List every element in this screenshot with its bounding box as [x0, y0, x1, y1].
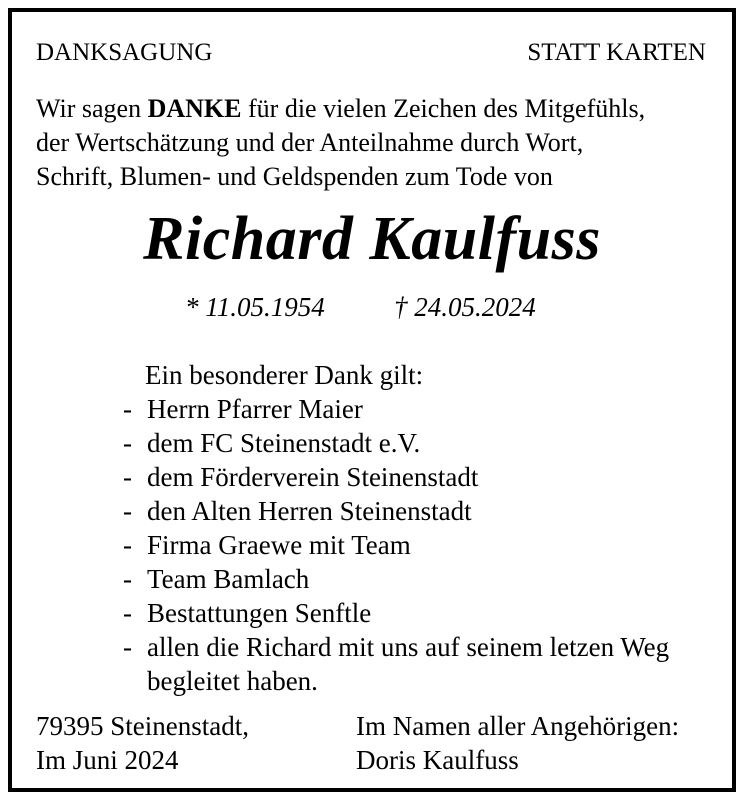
list-item-continuation: begleitet haben. — [147, 666, 318, 696]
list-item: - Firma Graewe mit Team — [123, 530, 411, 560]
obituary-notice — [8, 8, 736, 792]
footer-place-date — [36, 709, 249, 777]
intro-line-1: Wir sagen DANKE für die vielen Zeichen des Mitgefühls, — [36, 94, 646, 123]
footer-signer: Doris Kaulfuss — [356, 745, 519, 775]
intro-line-2: der Wertschätzung und der Anteilnahme durch Wort, — [36, 128, 584, 157]
heading-danksagung: DANKSAGUNG — [36, 39, 213, 66]
intro-danke: DANKE — [147, 94, 242, 123]
list-item: - Team Bamlach — [123, 564, 310, 594]
footer-date: Im Juni 2024 — [36, 745, 179, 775]
birth-date: * 11.05.1954 — [185, 292, 325, 322]
thanks-lead: Ein besonderer Dank gilt: — [145, 360, 424, 390]
intro-line-3: Schrift, Blumen- und Geldspenden zum Tode von — [36, 162, 553, 191]
list-item: - Herrn Pfarrer Maier — [123, 394, 363, 424]
death-date: † 24.05.2024 — [394, 292, 536, 322]
list-item: - dem Förderverein Steinenstadt — [123, 462, 479, 492]
list-item: - den Alten Herren Steinenstadt — [123, 496, 472, 526]
intro-text — [36, 92, 645, 194]
list-item: - dem FC Steinenstadt e.V. — [123, 428, 421, 458]
footer-place: 79395 Steinenstadt, — [36, 711, 249, 741]
deceased-name: Richard Kaulfuss — [143, 205, 601, 273]
thanks-list — [123, 358, 669, 698]
footer-signature — [356, 709, 679, 777]
footer-signoff: Im Namen aller Angehörigen: — [356, 711, 680, 741]
heading-statt-karten: STATT KARTEN — [527, 39, 706, 66]
list-item: - Bestattungen Senftle — [123, 598, 372, 628]
list-item: - allen die Richard mit uns auf seinem letzen Weg — [123, 632, 670, 662]
